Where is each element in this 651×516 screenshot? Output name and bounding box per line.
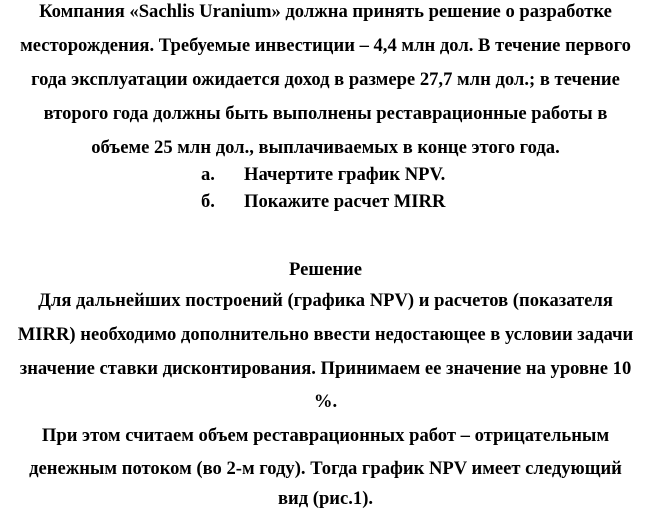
problem-line-2: месторождения. Требуемые инвестиции – 4,4 млн дол. В течение первого	[20, 35, 631, 56]
problem-line-1: Компания «Sachlis Uranium» должна принять решение о разработке	[39, 1, 612, 22]
problem-line-3: года эксплуатации ожидается доход в размере 27,7 млн дол.; в течение	[31, 69, 620, 90]
task-a-marker: а.	[201, 164, 215, 185]
solution-line-4: %.	[313, 391, 338, 412]
task-b-text: Покажите расчет MIRR	[244, 191, 446, 212]
solution-line-1: Для дальнейших построений (графика NPV) и расчетов (показателя	[38, 290, 613, 311]
solution-heading: Решение	[289, 259, 362, 280]
solution-line-2: MIRR) необходимо дополнительно ввести недостающее в условии задачи	[17, 324, 634, 345]
solution-line-3: значение ставки дисконтирования. Принимаем ее значение на уровне 10	[19, 358, 632, 379]
solution-line-5: При этом считаем объем реставрационных работ – отрицательным	[41, 425, 610, 446]
problem-line-5: объеме 25 млн дол., выплачиваемых в конце этого года.	[91, 137, 560, 158]
solution-line-6: денежным потоком (во 2-м году). Тогда график NPV имеет следующий	[29, 458, 622, 479]
task-a-text: Начертите график NPV.	[244, 164, 446, 185]
solution-line-7: вид (рис.1).	[277, 488, 374, 509]
problem-line-4: второго года должны быть выполнены реставрационные работы в	[43, 103, 608, 124]
task-b-marker: б.	[201, 191, 215, 212]
